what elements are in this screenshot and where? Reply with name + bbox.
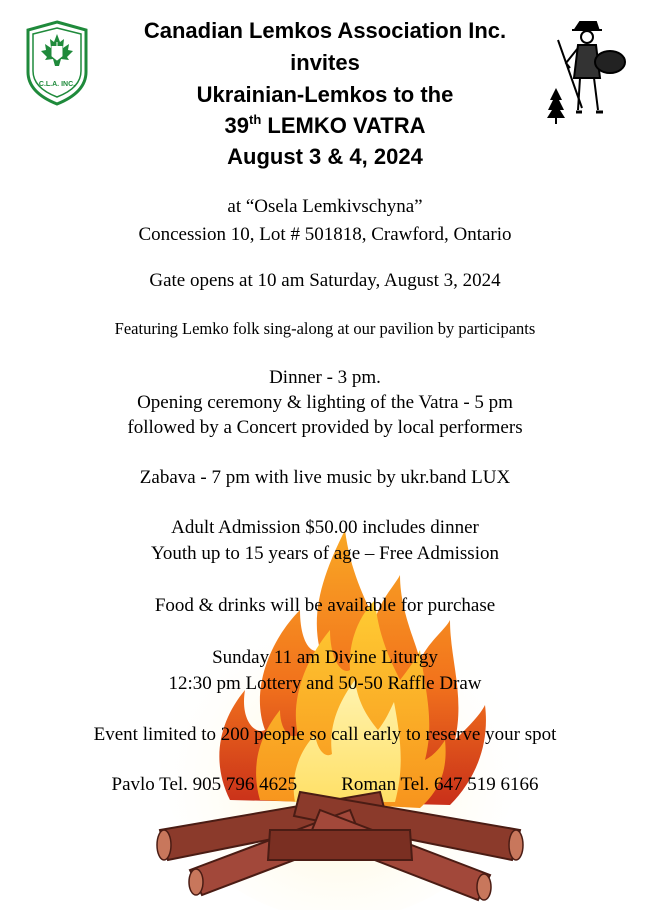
contact-line: [0, 774, 650, 796]
audience-text: Ukrainian-Lemkos to the: [196, 82, 454, 107]
dinner-time: Dinner - 3 pm.: [269, 367, 381, 388]
event-limit: Event limited to 200 people so call early to reserve your spot: [93, 724, 557, 745]
sunday-liturgy: Sunday 11 am Divine Liturgy: [212, 647, 438, 668]
gate-opening: Gate opens at 10 am Saturday, August 3, 2024: [149, 270, 501, 291]
lottery-text: 12:30 pm Lottery and 50-50 Raffle Draw: [168, 673, 482, 694]
contact-roman: Roman Tel. 647 519 6166: [341, 774, 539, 795]
event-dates: August 3 & 4, 2024: [227, 144, 423, 169]
zabava-text: Zabava - 7 pm with live music by ukr.band LUX: [139, 467, 511, 488]
event-title: [0, 113, 650, 139]
food-drinks: Food & drinks will be available for purchase: [154, 595, 496, 616]
adult-admission: Adult Admission $50.00 includes dinner: [171, 517, 479, 538]
venue-address: Concession 10, Lot # 501818, Crawford, Ontario: [138, 224, 512, 245]
venue-name: at “Osela Lemkivschyna”: [227, 196, 423, 217]
org-name: Canadian Lemkos Association Inc.: [143, 18, 507, 43]
edition-number: 39: [224, 113, 249, 138]
concert-text: followed by a Concert provided by local performers: [127, 417, 523, 438]
invites-text: invites: [290, 50, 360, 75]
event-name: LEMKO VATRA: [267, 113, 426, 138]
edition-suffix: th: [249, 112, 262, 127]
bonfire-illustration: [150, 530, 530, 910]
featuring-text: Featuring Lemko folk sing-along at our pavilion by participants: [114, 319, 536, 338]
youth-admission: Youth up to 15 years of age – Free Admission: [151, 543, 499, 564]
opening-ceremony: Opening ceremony & lighting of the Vatra - 5 pm: [137, 392, 513, 413]
logo-text: C.L.A. INC.: [38, 81, 76, 88]
contact-pavlo: Pavlo Tel. 905 796 4625: [111, 774, 298, 795]
